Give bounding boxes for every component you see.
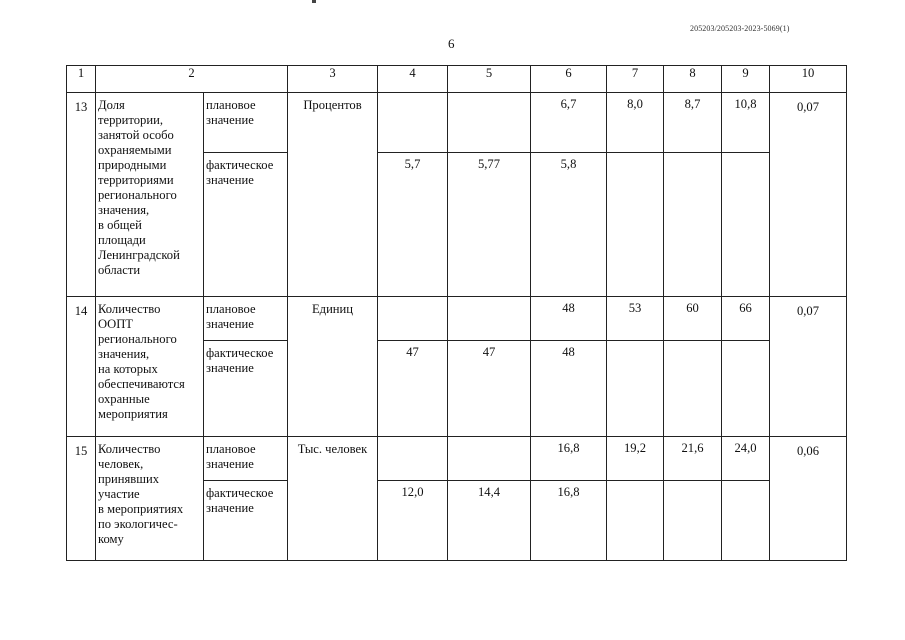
plan-value-cell: 6,7 — [531, 93, 607, 153]
weight-coefficient: 0,06 — [770, 437, 847, 561]
plan-value-label: плановое значение — [204, 297, 288, 341]
plan-value-label: плановое значение — [204, 437, 288, 481]
fact-value-cell: 47 — [378, 341, 448, 437]
scan-mark — [312, 0, 316, 3]
indicators-table — [66, 65, 847, 561]
plan-value-cell — [448, 297, 531, 341]
plan-value-cell: 19,2 — [607, 437, 664, 481]
fact-value-cell: 48 — [531, 341, 607, 437]
fact-value-cell — [722, 153, 770, 297]
fact-value-cell — [607, 341, 664, 437]
header-cell-1: 1 — [67, 66, 96, 93]
fact-value-label: фактическое значение — [204, 153, 288, 297]
fact-value-cell: 12,0 — [378, 481, 448, 561]
header-cell-7: 7 — [607, 66, 664, 93]
fact-value-cell — [722, 341, 770, 437]
header-cell-3: 3 — [288, 66, 378, 93]
header-cell-5: 5 — [448, 66, 531, 93]
indicator-row-plan — [67, 297, 847, 341]
table-header-row — [67, 66, 847, 93]
page-number: 6 — [448, 36, 455, 51]
plan-value-cell: 60 — [664, 297, 722, 341]
unit-of-measure: Тыс. человек — [288, 437, 378, 561]
plan-value-cell: 53 — [607, 297, 664, 341]
indicator-row-plan — [67, 93, 847, 153]
plan-value-cell — [378, 93, 448, 153]
plan-value-cell — [448, 93, 531, 153]
fact-value-cell — [607, 153, 664, 297]
indicator-row-plan — [67, 437, 847, 481]
header-cell-10: 10 — [770, 66, 847, 93]
plan-value-cell: 21,6 — [664, 437, 722, 481]
fact-value-label: фактическое значение — [204, 341, 288, 437]
fact-value-cell — [607, 481, 664, 561]
plan-value-cell: 66 — [722, 297, 770, 341]
plan-value-cell — [378, 437, 448, 481]
fact-value-cell — [664, 481, 722, 561]
fact-value-cell — [664, 341, 722, 437]
header-cell-8: 8 — [664, 66, 722, 93]
indicator-name: Количество человек, принявших участие в мероприятиях по экологичес- кому — [96, 437, 204, 561]
weight-coefficient: 0,07 — [770, 297, 847, 437]
plan-value-cell: 8,0 — [607, 93, 664, 153]
fact-value-cell — [722, 481, 770, 561]
plan-value-cell — [448, 437, 531, 481]
header-cell-4: 4 — [378, 66, 448, 93]
fact-value-cell: 14,4 — [448, 481, 531, 561]
plan-value-label: плановое значение — [204, 93, 288, 153]
indicator-number: 13 — [67, 93, 96, 297]
fact-value-cell: 5,7 — [378, 153, 448, 297]
weight-coefficient: 0,07 — [770, 93, 847, 297]
header-cell-9: 9 — [722, 66, 770, 93]
fact-value-cell: 47 — [448, 341, 531, 437]
fact-value-cell: 16,8 — [531, 481, 607, 561]
plan-value-cell: 16,8 — [531, 437, 607, 481]
fact-value-cell: 5,8 — [531, 153, 607, 297]
indicator-number: 15 — [67, 437, 96, 561]
header-cell-2: 2 — [96, 66, 288, 93]
indicator-number: 14 — [67, 297, 96, 437]
unit-of-measure: Процентов — [288, 93, 378, 297]
plan-value-cell: 8,7 — [664, 93, 722, 153]
unit-of-measure: Единиц — [288, 297, 378, 437]
fact-value-cell — [664, 153, 722, 297]
plan-value-cell: 24,0 — [722, 437, 770, 481]
plan-value-cell — [378, 297, 448, 341]
document-registration-code: 205203/205203-2023-5069(1) — [690, 24, 790, 33]
indicator-name: Количество ООПТ регионального значения, на которых обеспечиваются охранные мероприятия — [96, 297, 204, 437]
plan-value-cell: 48 — [531, 297, 607, 341]
header-cell-6: 6 — [531, 66, 607, 93]
indicator-name: Доля территории, занятой особо охраняемыми природными территориями регионального значения, в общей площади Ленинградской области — [96, 93, 204, 297]
fact-value-label: фактическое значение — [204, 481, 288, 561]
fact-value-cell: 5,77 — [448, 153, 531, 297]
plan-value-cell: 10,8 — [722, 93, 770, 153]
